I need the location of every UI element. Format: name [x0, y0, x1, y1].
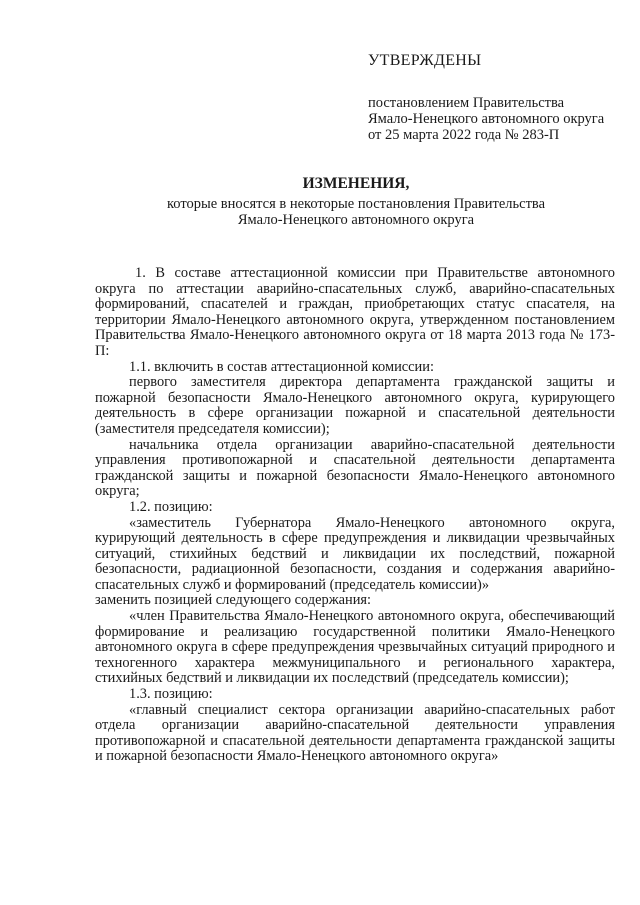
document-subtitle: [0, 196, 640, 228]
paragraph-quote-old-position: «заместитель Губернатора Ямало-Ненецкого автономного округа, курирующий деятельность в сфере предупреждения и ликвидации чрезвычайных ситуаций, стихийных бедствий и ликвидации их последствий, пожарной безопасности, радиационной безопасности, создания и содержания аварийно-спасательных служб и формирований (председатель комиссии)»: [95, 514, 615, 593]
document-body: [95, 266, 615, 765]
document-title: ИЗМЕНЕНИЯ,: [302, 175, 410, 192]
approval-line: от 25 марта 2022 года № 283-П: [368, 127, 560, 143]
approval-reference: [368, 95, 604, 143]
subtitle-line: которые вносятся в некоторые постановления Правительства: [166, 196, 546, 212]
approval-line: постановлением Правительства: [368, 95, 565, 111]
paragraph-item-1-2: 1.2. позицию:: [129, 498, 213, 515]
paragraph-item-1: 1. В составе аттестационной комиссии при Правительстве автономного округа по аттестации аварийно-спасательных служб, аварийно-спасательных формирований, спасателей и граждан, приобретающих статус спасателя, на территории Ямало-Ненецкого автономного округа, утвержденном постановлением Правительства Ямало-Ненецкого автономного округа от 18 марта 2013 года № 173-П:: [95, 265, 615, 359]
paragraph-department-head: начальника отдела организации аварийно-спасательной деятельности управления противопожарной и спасательной деятельности департамента гражданской защиты и пожарной безопасности Ямало-Ненецкого автономного округа;: [95, 436, 615, 500]
paragraph-quote-chief-specialist: «главный специалист сектора организации аварийно-спасательных работ отдела организации аварийно-спасательной деятельности управления противопожарной и спасательной деятельности департамента гражданской защиты и пожарной безопасности Ямало-Ненецкого автономного округа»: [95, 701, 615, 765]
paragraph-quote-new-position: «член Правительства Ямало-Ненецкого автономного округа, обеспечивающий формирование и реализацию государственной политики Ямало-Ненецкого автономного округа в сфере предупреждения чрезвычайных ситуаций природного и техногенного характера межмуниципального и регионального характера, стихийных бедствий и ликвидации их последствий (председатель комиссии);: [95, 608, 615, 687]
paragraph-item-1-1: 1.1. включить в состав аттестационной комиссии:: [129, 358, 434, 375]
paragraph-replace-with: заменить позицией следующего содержания:: [95, 592, 372, 609]
paragraph-item-1-3: 1.3. позицию:: [129, 686, 213, 703]
paragraph-first-deputy: первого заместителя директора департамента гражданской защиты и пожарной безопасности Ямало-Ненецкого автономного округа, курирующего деятельность в сфере организации пожарной и спасательной деятельности (заместителя председателя комиссии);: [95, 374, 615, 437]
approved-stamp-title: УТВЕРЖДЕНЫ: [368, 52, 482, 69]
approval-line: Ямало-Ненецкого автономного округа: [368, 111, 605, 127]
subtitle-line: Ямало-Ненецкого автономного округа: [237, 212, 475, 228]
